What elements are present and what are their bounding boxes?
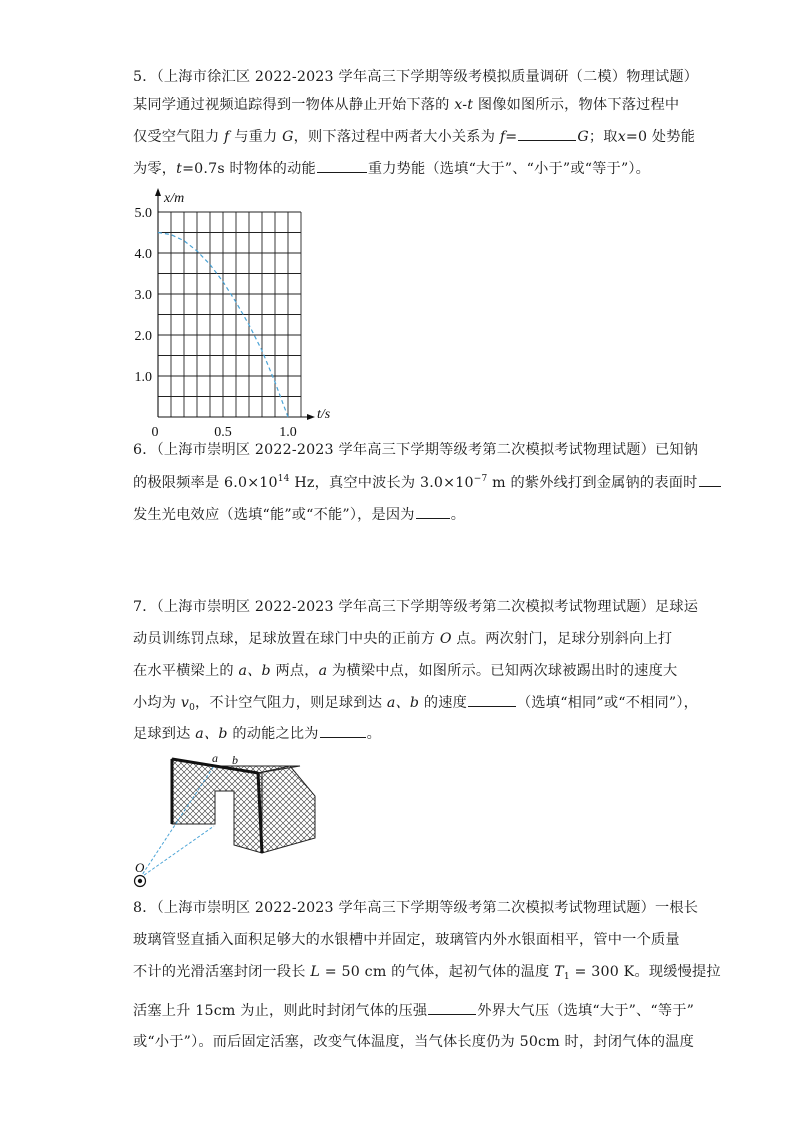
y-axis-arrow-icon <box>155 188 161 196</box>
q7-line-5: 足球到达 a、b 的动能之比为 。 <box>133 723 381 744</box>
x-tick-label: 0.5 <box>214 425 232 440</box>
x-tick-label: 0 <box>151 425 159 440</box>
y-tick-label: 1.0 <box>134 370 152 385</box>
trajectory-a <box>140 826 214 878</box>
q5-line-4: 为零，t=0.7s 时物体的动能 重力势能（选填“大于”、“小于”或“等于”）。 <box>133 158 650 179</box>
x-axis-label: t/s <box>317 407 331 422</box>
answer-blank-q5-2[interactable] <box>317 158 367 173</box>
y-tick-label: 2.0 <box>134 329 152 344</box>
q8-line-1: 8．（上海市崇明区 2022-2023 学年高三下学期等级考第二次模拟考试物理试题）一根长 <box>133 900 699 916</box>
goal-diagram <box>130 748 330 888</box>
q7-line-4: 小均为 $v_0$，不计空气阻力，则足球到达 a、b 的速度 （选填“相同”或“不相同”）， <box>133 692 698 713</box>
q8-line-5: 或“小于”）。而后固定活塞，改变气体温度，当气体长度仍为 50cm 时，封闭气体的温度 <box>133 1034 695 1050</box>
label-b: b <box>232 753 238 767</box>
y-axis-label: x/m <box>164 191 185 206</box>
q8-line-2: 玻璃管竖直插入面积足够大的水银槽中并固定，玻璃管内外水银面相平，管中一个质量 <box>133 932 680 948</box>
q6-line-1: 6．（上海市崇明区 2022-2023 学年高三下学期等级考第二次模拟考试物理试题）已知钠 <box>133 442 699 458</box>
x-axis-arrow-icon <box>307 414 315 420</box>
q7-line-1: 7．（上海市崇明区 2022-2023 学年高三下学期等级考第二次模拟考试物理试题）足球运 <box>133 599 699 615</box>
q8-line-4: 活塞上升 15cm 为止，则此时封闭气体的压强 外界大气压（选填“大于”、“等于” <box>133 1000 694 1021</box>
q6-line-3: 发生光电效应（选填“能”或“不能”），是因为 。 <box>133 504 465 525</box>
answer-blank-q8-1[interactable] <box>428 1000 476 1015</box>
q7-line-3: 在水平横梁上的 a、b 两点，a 为横梁中点，如图所示。已知两次球被踢出时的速度大 <box>133 663 678 679</box>
q6-line-2: 的极限频率是 $6.0\times 10^{14}$ Hz，真空中波长为 $3.0\times 10^{-7}$ m 的紫外线打到金属钠的表面时 <box>133 472 722 493</box>
q7-line-2: 动员训练罚点球，足球放置在球门中央的正前方 O 点。两次射门，足球分别斜向上打 <box>133 631 673 647</box>
y-tick-label: 4.0 <box>134 247 152 262</box>
answer-blank-q7-2[interactable] <box>320 723 366 738</box>
series-line <box>158 233 288 418</box>
answer-blank-q6-1[interactable] <box>699 472 721 487</box>
q5-line-3: 仅受空气阻力 f 与重力 G，则下落过程中两者大小关系为 f= G；取x=0 处势能 <box>133 126 695 147</box>
q8-line-3: 不计的光滑活塞封闭一段长 L = 50 cm 的气体，起初气体的温度 $T_1 = 300$ K。现缓慢提拉 <box>133 964 721 982</box>
answer-blank-q6-2[interactable] <box>416 504 450 519</box>
y-tick-label: 5.0 <box>134 206 152 221</box>
label-O: O <box>135 860 145 875</box>
goal-back-net <box>172 759 262 853</box>
label-a: a <box>212 751 218 765</box>
answer-blank-q7-1[interactable] <box>468 692 516 707</box>
x-tick-label: 1.0 <box>279 425 297 440</box>
y-tick-label: 3.0 <box>134 288 152 303</box>
q5-line-1: 5．（上海市徐汇区 2022-2023 学年高三下学期等级考模拟质量调研（二模）物理试题） <box>133 69 699 85</box>
q5-line-2: 某同学通过视频追踪得到一物体从静止开始下落的 x-t 图像如图所示，物体下落过程中 <box>133 97 680 113</box>
answer-blank-q5-1[interactable] <box>518 126 576 141</box>
goal-side-net <box>258 766 315 853</box>
